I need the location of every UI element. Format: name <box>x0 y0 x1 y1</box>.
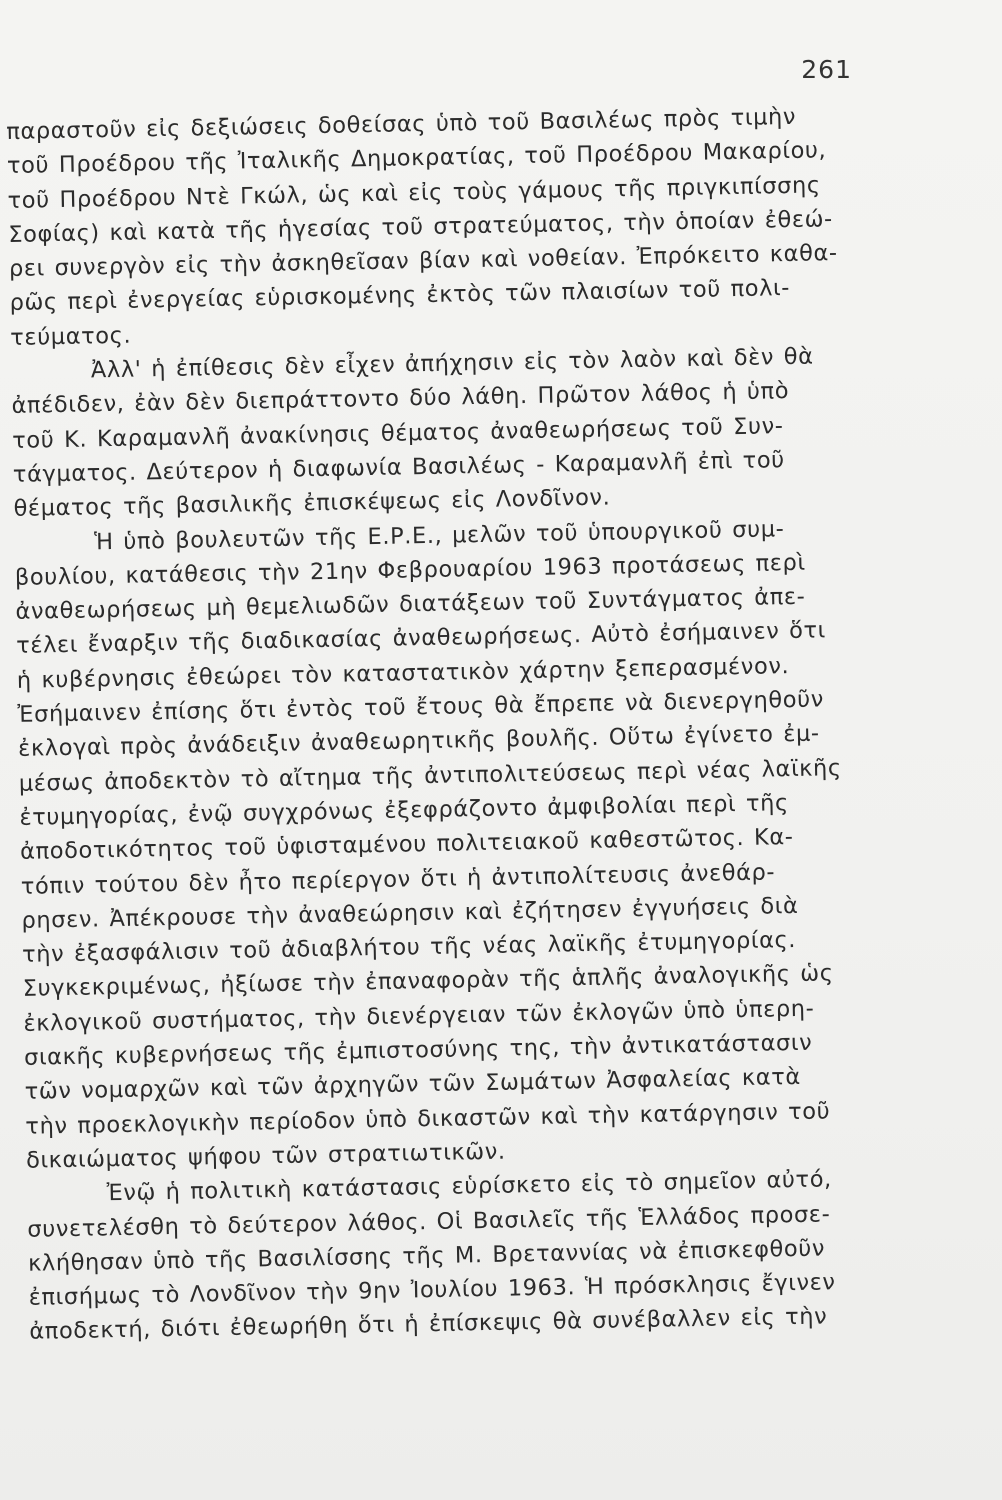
text-line: Ἀλλ' ἡ ἐπίθεσις δὲν εἶχεν ἀπήχησιν εἰς τὸν λαὸν καὶ δὲν θὰ <box>90 343 814 384</box>
text-line: τοῦ Κ. Καραμανλῆ ἀνακίνησις θέματος ἀναθεωρήσεως τοῦ Συν- <box>12 412 784 454</box>
text-line: τῶν νομαρχῶν καὶ τῶν ἀρχηγῶν τῶν Σωμάτων Ἀσφαλείας κατὰ <box>24 1064 802 1106</box>
text-line: ἐκλογικοῦ συστήματος, τὴν διενέργειαν τῶν ἐκλογῶν ὑπὸ ὑπερη- <box>23 995 815 1037</box>
text-line: ἐκλογαὶ πρὸς ἀνάδειξιν ἀναθεωρητικῆς βουλῆς. Οὕτω ἐγίνετο ἐμ- <box>17 720 820 763</box>
text-line: Σοφίας) καὶ κατὰ τῆς ἡγεσίας τοῦ στρατεύματος, τὴν ὁποίαν ἐθεώ- <box>8 206 833 248</box>
text-line: ἐπισήμως τὸ Λονδῖνον τὴν 9ην Ἰουλίου 1963. Ἡ πρόσκλησις ἔγινεν <box>28 1269 836 1311</box>
text-line: συνετελέσθη τὸ δεύτερον λάθος. Οἱ Βασιλεῖς τῆς Ἑλλάδος προσε- <box>27 1200 831 1243</box>
text-line: παραστοῦν εἰς δεξιώσεις δοθείσας ὑπὸ τοῦ Βασιλέως πρὸς τιμὴν <box>6 103 797 145</box>
text-line: ἀποδοτικότητος τοῦ ὑφισταμένου πολιτειακοῦ καθεστῶτος. Κα- <box>19 824 794 866</box>
text-line: Ἐνῷ ἡ πολιτικὴ κατάστασις εὑρίσκετο εἰς τὸ σημεῖον αὐτό, <box>106 1166 833 1207</box>
text-line: ἐτυμηγορίας, ἐνῷ συγχρόνως ἐξεφράζοντο ἀμφιβολίαι περὶ τῆς <box>19 790 790 831</box>
text-line: Συγκεκριμένως, ἠξίωσε τὴν ἐπαναφορὰν τῆς ἁπλῆς ἀναλογικῆς ὡς <box>22 960 834 1003</box>
text-line: θέματος τῆς βασιλικῆς ἐπισκέψεως εἰς Λονδῖνον. <box>13 484 611 523</box>
text-line: ρει συνεργὸν εἰς τὴν ἀσκηθεῖσαν βίαν καὶ νοθείαν. Ἐπρόκειτο καθα- <box>8 240 838 283</box>
text-line: τόπιν τούτου δὲν ἦτο περίεργον ὅτι ἡ ἀντιπολίτευσις ἀνεθάρ- <box>20 858 776 900</box>
text-line: ἡ κυβέρνησις ἐθεώρει τὸν καταστατικὸν χάρτην ξεπερασμένον. <box>16 652 790 694</box>
text-line: βουλίου, κατάθεσις τὴν 21ην Φεβρουαρίου 1963 προτάσεως περὶ <box>14 549 806 591</box>
text-line: τοῦ Προέδρου τῆς Ἰταλικῆς Δημοκρατίας, τοῦ Προέδρου Μακαρίου, <box>6 137 827 180</box>
text-line: σιακῆς κυβερνήσεως τῆς ἐμπιστοσύνης της, τὴν ἀντικατάστασιν <box>23 1029 813 1071</box>
text-line: τὴν προεκλογικὴν περίοδον ὑπὸ δικαστῶν καὶ τὴν κατάργησιν τοῦ <box>25 1097 831 1140</box>
text-line: τοῦ Προέδρου Ντὲ Γκώλ, ὡς καὶ εἰς τοὺς γάμους τῆς πριγκιπίσσης <box>7 171 821 214</box>
body-text <box>6 98 910 1349</box>
page-number: 261 <box>801 55 852 84</box>
text-line: τεύματος. <box>10 322 132 351</box>
text-line: τέλει ἔναρξιν τῆς διαδικασίας ἀναθεωρήσεως. Αὐτὸ ἐσήμαινεν ὅτι <box>15 617 827 660</box>
text-line: Ἐσήμαινεν ἐπίσης ὅτι ἐντὸς τοῦ ἔτους θὰ ἔπρεπε νὰ διενεργηθοῦν <box>17 686 825 728</box>
text-line: ἀποδεκτή, διότι ἐθεωρήθη ὅτι ἡ ἐπίσκεψις θὰ συνέβαλλεν εἰς τὴν <box>29 1303 828 1346</box>
text-line: τὴν ἐξασφάλισιν τοῦ ἀδιαβλήτου τῆς νέας λαϊκῆς ἐτυμηγορίας. <box>21 927 797 968</box>
text-line: ἀναθεωρήσεως μὴ θεμελιωδῶν διατάξεων τοῦ Συντάγματος ἀπε- <box>15 583 806 626</box>
text-line: τάγματος. Δεύτερον ἡ διαφωνία Βασιλέως - Καραμανλῆ ἐπὶ τοῦ <box>12 447 786 488</box>
text-line: ἀπέδιδεν, ἐὰν δὲν διεπράττοντο δύο λάθη. Πρῶτον λάθος ἡ ὑπὸ <box>11 378 790 420</box>
text-line: μέσως ἀποδεκτὸν τὸ αἴτημα τῆς ἀντιπολιτεύσεως περὶ νέας λαϊκῆς <box>18 754 842 797</box>
text-line: ρῶς περὶ ἐνεργείας εὑρισκομένης ἐκτὸς τῶν πλαισίων τοῦ πολι- <box>9 275 791 317</box>
text-line: δικαιώματος ψήφου τῶν στρατιωτικῶν. <box>25 1138 506 1174</box>
text-line: Ἡ ὑπὸ βουλευτῶν τῆς Ε.Ρ.Ε., μελῶν τοῦ ὑπουργικοῦ συμ- <box>93 515 785 555</box>
text-line: κλήθησαν ὑπὸ τῆς Βασιλίσσης τῆς Μ. Βρεταννίας νὰ ἐπισκεφθοῦν <box>27 1235 826 1277</box>
text-line: ρησεν. Ἀπέκρουσε τὴν ἀναθεώρησιν καὶ ἐζήτησεν ἐγγυήσεις διὰ <box>21 892 799 934</box>
